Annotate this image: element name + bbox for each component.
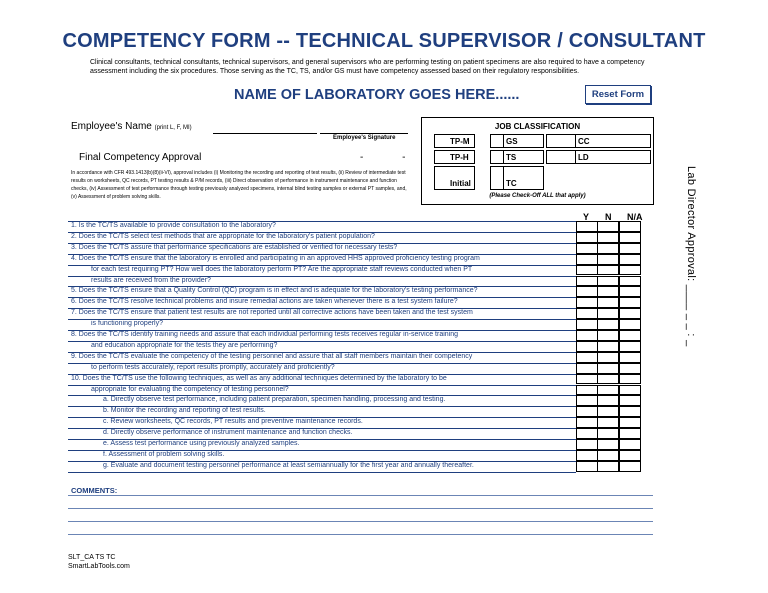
question-text: c. Review worksheets, QC records, PT results and preventive maintenance records. <box>103 418 363 426</box>
job-label-tp-h: TP-H <box>450 153 469 162</box>
final-approval-label: Final Competency Approval <box>79 152 202 163</box>
header-yes: Y <box>583 212 590 222</box>
employee-name-hint: (print L, F, MI) <box>154 125 192 131</box>
question-underline <box>68 472 576 473</box>
job-check-ts[interactable] <box>490 150 504 164</box>
comments-line[interactable] <box>68 495 653 496</box>
question-text: results are received from the provider? <box>91 276 211 284</box>
comments-line[interactable] <box>68 521 653 522</box>
answer-yes-cell[interactable] <box>576 341 598 352</box>
answer-na-cell[interactable] <box>619 417 641 428</box>
answer-no-cell[interactable] <box>597 450 619 461</box>
question-text: a. Directly observe test performance, including patient preparation, specimen handling, processing and testing. <box>103 396 446 404</box>
job-label-gs: GS <box>506 137 518 146</box>
answer-na-cell[interactable] <box>619 406 641 417</box>
answer-no-cell[interactable] <box>597 428 619 439</box>
question-text: for each test requiring PT? How well does the laboratory perform PT? Are the appropriate staff reviews conducted when PT <box>91 265 473 273</box>
intro-text: Clinical consultants, technical consultants, technical supervisors, and general supervisors who are performing testing on patient specimens are also required to have a competency assessment including the six procedures. Those serving as the TC, TS, and/or GS must have competency assessed based on their regulatory responsibilities. <box>90 59 645 75</box>
answer-na-cell[interactable] <box>619 439 641 450</box>
job-check-tc[interactable] <box>490 166 504 190</box>
question-text: is functioning properly? <box>91 320 163 328</box>
job-label-initial: Initial <box>450 179 471 188</box>
answer-yes-cell[interactable] <box>576 374 598 385</box>
answer-na-cell[interactable] <box>619 428 641 439</box>
cfr-text: In accordance with CFR 493.1413(b)(8)(ii-VI), approval includes (i) Monitoring the recording and reporting of test results, (ii) Review of intermediate test results on worksheets, QC records, PT testing results & P/M records, (iii) Direct observation of performance in instrument maintenance and function checks, (iv) Assessment of test performance through testing previously analyzed specimens, internal blind testing samples or external PT samples, and, (v) Assessment of problem solving skills. <box>71 170 407 200</box>
footer-site: SmartLabTools.com <box>68 563 130 570</box>
job-label-tp-m: TP-M <box>450 137 470 146</box>
comments-label: COMMENTS: <box>71 486 118 495</box>
answer-no-cell[interactable] <box>597 276 619 287</box>
answer-no-cell[interactable] <box>597 232 619 243</box>
answer-no-cell[interactable] <box>597 417 619 428</box>
answer-na-cell[interactable] <box>619 297 641 308</box>
footer <box>68 553 130 571</box>
question-text: g. Evaluate and document testing personnel performance at least semiannually for the first year and annually thereafter. <box>103 461 474 469</box>
job-label-tc: TC <box>506 179 517 188</box>
job-check-gs[interactable] <box>490 134 504 148</box>
comments-line[interactable] <box>68 534 653 535</box>
answer-yes-cell[interactable] <box>576 395 598 406</box>
answer-yes-cell[interactable] <box>576 265 598 276</box>
question-text: 2. Does the TC/TS select test methods that are appropriate for the laboratory's patient population? <box>71 232 375 240</box>
answer-yes-cell[interactable] <box>576 406 598 417</box>
answer-no-cell[interactable] <box>597 374 619 385</box>
answer-no-cell[interactable] <box>597 319 619 330</box>
final-approval-date-field[interactable]: - - <box>360 152 424 163</box>
answer-na-cell[interactable] <box>619 385 641 396</box>
job-label-cc: CC <box>578 137 590 146</box>
answer-yes-cell[interactable] <box>576 428 598 439</box>
question-text: 6. Does the TC/TS resolve technical problems and insure remedial actions are taken whenever there is a test system failure? <box>71 298 458 306</box>
question-text: appropriate for evaluating the competency of testing personnel? <box>91 385 289 393</box>
answer-na-cell[interactable] <box>619 319 641 330</box>
question-text: 1. Is the TC/TS available to provide consultation to the laboratory? <box>71 222 276 229</box>
job-label-ld: LD <box>578 153 589 162</box>
comments-line[interactable] <box>68 508 653 509</box>
answer-yes-cell[interactable] <box>576 286 598 297</box>
answer-na-cell[interactable] <box>619 232 641 243</box>
answer-no-cell[interactable] <box>597 297 619 308</box>
answer-no-cell[interactable] <box>597 385 619 396</box>
answer-no-cell[interactable] <box>597 363 619 374</box>
answer-yes-cell[interactable] <box>576 385 598 396</box>
answer-na-cell[interactable] <box>619 330 641 341</box>
answer-yes-cell[interactable] <box>576 450 598 461</box>
answer-no-cell[interactable] <box>597 406 619 417</box>
answer-no-cell[interactable] <box>597 265 619 276</box>
lab-director-approval-label: Lab Director Approval: ____ _ _ : _ <box>685 166 697 347</box>
question-text: 9. Does the TC/TS evaluate the competency of the testing personnel and assure that all staff members maintain their competency <box>71 352 473 360</box>
answer-yes-cell[interactable] <box>576 439 598 450</box>
answer-yes-cell[interactable] <box>576 276 598 287</box>
answer-na-cell[interactable] <box>619 308 641 319</box>
question-text: 10. Does the TC/TS use the following techniques, as well as any additional techniques determined by the laboratory to be <box>71 374 447 382</box>
employee-signature-label: Employee's Signature <box>333 135 396 141</box>
answer-no-cell[interactable] <box>597 395 619 406</box>
answer-yes-cell[interactable] <box>576 352 598 363</box>
reset-form-button[interactable]: Reset Form <box>585 85 651 104</box>
answer-no-cell[interactable] <box>597 439 619 450</box>
job-classification-title: JOB CLASSIFICATION <box>494 122 581 131</box>
answer-yes-cell[interactable] <box>576 330 598 341</box>
question-text: 3. Does the TC/TS assure that performance specifications are established or verified for necessary tests? <box>71 243 398 251</box>
answer-na-cell[interactable] <box>619 221 641 232</box>
answer-na-cell[interactable] <box>619 243 641 254</box>
answer-yes-cell[interactable] <box>576 363 598 374</box>
job-classification-box <box>421 117 654 205</box>
answer-na-cell[interactable] <box>619 286 641 297</box>
employee-name-label <box>71 121 192 132</box>
answer-na-cell[interactable] <box>619 276 641 287</box>
job-check-ld[interactable] <box>546 150 576 164</box>
answer-no-cell[interactable] <box>597 352 619 363</box>
employee-name-field[interactable] <box>213 133 317 134</box>
header-na: N/A <box>627 212 643 222</box>
question-text: 7. Does the TC/TS ensure that patient test results are not reported until all corrective actions have been taken and the test system <box>71 309 473 317</box>
answer-no-cell[interactable] <box>597 243 619 254</box>
question-text: e. Assess test performance using previously analyzed samples. <box>103 440 300 447</box>
answer-yes-cell[interactable] <box>576 297 598 308</box>
employee-signature-field[interactable] <box>320 133 408 134</box>
answer-na-cell[interactable] <box>619 450 641 461</box>
answer-na-cell[interactable] <box>619 461 641 472</box>
answer-na-cell[interactable] <box>619 395 641 406</box>
footer-code: SLT_CA TS TC <box>68 554 116 561</box>
answer-yes-cell[interactable] <box>576 254 598 265</box>
header-no: N <box>605 212 612 222</box>
answer-yes-cell[interactable] <box>576 461 598 472</box>
answer-no-cell[interactable] <box>597 221 619 232</box>
question-text: 8. Does the TC/TS identify training needs and assure that each individual performing tests receives regular in-service training <box>71 331 459 338</box>
answer-no-cell[interactable] <box>597 286 619 297</box>
answer-na-cell[interactable] <box>619 363 641 374</box>
answer-no-cell[interactable] <box>597 330 619 341</box>
answer-na-cell[interactable] <box>619 374 641 385</box>
question-text: to perform tests accurately, report results promptly, accurately and proficiently? <box>91 363 335 371</box>
answer-no-cell[interactable] <box>597 254 619 265</box>
answer-yes-cell[interactable] <box>576 319 598 330</box>
form-title: COMPETENCY FORM -- TECHNICAL SUPERVISOR / CONSULTANT <box>62 30 706 52</box>
questions-top-rule <box>68 221 576 222</box>
answer-yes-cell[interactable] <box>576 232 598 243</box>
answer-na-cell[interactable] <box>619 265 641 276</box>
answer-no-cell[interactable] <box>597 461 619 472</box>
question-text: 5. Does the TC/TS ensure that a Quality Control (QC) program is in effect and is adequate for the laboratory's testing performance? <box>71 287 478 295</box>
laboratory-name: NAME OF LABORATORY GOES HERE...... <box>234 87 520 103</box>
answer-yes-cell[interactable] <box>576 417 598 428</box>
answer-yes-cell[interactable] <box>576 221 598 232</box>
employee-name-text: Employee's Name <box>71 121 152 132</box>
question-text: b. Monitor the recording and reporting of test results. <box>103 407 266 415</box>
question-text: f. Assessment of problem solving skills. <box>103 450 225 458</box>
answer-yes-cell[interactable] <box>576 243 598 254</box>
answer-yes-cell[interactable] <box>576 308 598 319</box>
question-text: 4. Does the TC/TS ensure that the laboratory is enrolled and participating in an approved HHS approved proficiency testing program <box>71 254 480 262</box>
answer-no-cell[interactable] <box>597 341 619 352</box>
question-text: d. Directly observe performance of instrument maintenance and function checks. <box>103 429 353 437</box>
job-check-cc[interactable] <box>546 134 576 148</box>
job-classification-note: (Please Check-Off ALL that apply) <box>489 193 586 199</box>
answer-na-cell[interactable] <box>619 254 641 265</box>
answer-na-cell[interactable] <box>619 352 641 363</box>
job-label-ts: TS <box>506 153 517 162</box>
answer-na-cell[interactable] <box>619 341 641 352</box>
question-text: and education appropriate for the tests they are performing? <box>91 341 278 349</box>
answer-no-cell[interactable] <box>597 308 619 319</box>
